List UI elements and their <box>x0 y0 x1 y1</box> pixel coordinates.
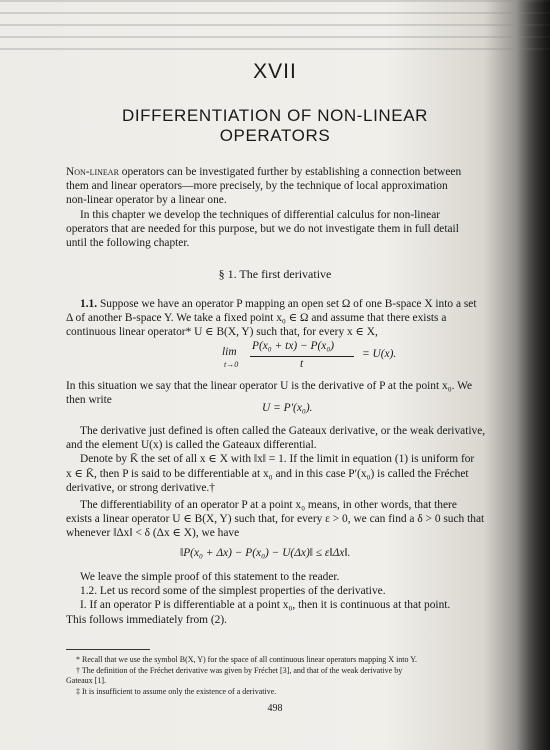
footnote-rule <box>66 649 150 650</box>
footnote-2: † The definition of the Fréchet derivative was given by Fréchet [3], and that of the weak derivative by <box>76 665 403 675</box>
paragraph-gateaux: The derivative just defined is often called the Gateaux derivative, or the weak derivative, and the element U(x) is called the Gateaux differential. Denote by K̄ the set of all x ∈ X with ‖x‖ = 1. If the limit in equation (1) is uniform for x ∈ K̄, then P is said to be differentiable at x₀ and in this case P′(x₀) is called the Fréchet derivative, or strong derivative.† <box>66 425 486 494</box>
footnote-2-cont: Gateaux [1]. <box>66 676 106 685</box>
page-number: 498 <box>267 703 283 714</box>
paragraph-1-1: 1.1. Suppose we have an operator P mapping an open set Ω of one B-space X into a set Δ of another B-space Y. We take a fixed point x₀ ∈ Ω and assume that there exists a continuous linear operator* U ∈ B(X, Y) such that, for every x ∈ X, <box>66 298 477 339</box>
paragraph-properties: We leave the simple proof of this statement to the reader. 1.2. Let us record some of the simplest properties of the derivative. I. If an operator P is differentiable at a point x₀, then it is continuous at that point. This follows immediately from (2). <box>66 571 451 626</box>
equation-derivative: U = P′(x₀). <box>262 402 313 414</box>
equation-norm: ‖P(x₀ + Δx) − P(x₀) − U(Δx)‖ ≤ ε‖Δx‖. <box>180 547 351 559</box>
fraction-bar <box>250 356 354 357</box>
chapter-number: XVII <box>253 60 297 83</box>
intro-line: until the following chapter. <box>66 237 190 250</box>
chapter-title-line-1: DIFFERENTIATION OF NON-LINEAR <box>121 106 429 125</box>
para-number: 1.1. <box>80 298 98 310</box>
bleed-through-text <box>0 0 550 60</box>
chapter-title <box>0 106 550 146</box>
intro-line: non-linear operator by a linear one. <box>66 194 227 207</box>
intro-line: In this chapter we develop the techniques of differential calculus for non-linear <box>80 208 441 221</box>
intro-line: Non-linear operators can be investigated further by establishing a connection between <box>66 166 462 178</box>
footnotes <box>66 655 522 697</box>
book-gutter-shadow <box>516 0 550 750</box>
footnote-1: * Recall that we use the symbol B(X, Y) for the space of all continuous linear operators mapping X into Y. <box>76 655 417 664</box>
intro-line: them and linear operators—more precisely, by the technique of local approximation <box>66 180 448 193</box>
intro-lead: Non-linear <box>66 166 119 178</box>
chapter-title-line-2: OPERATORS <box>219 126 331 145</box>
section-heading: § 1. The first derivative <box>218 267 332 281</box>
paragraph-differentiability: The differentiability of an operator P at a point x₀ means, in other words, that there exists a linear operator U ∈ B(X, Y) such that, for every ε > 0, we can find a δ > 0 such that whenever ‖Δx‖ < δ (Δx ∈ X), we have <box>66 499 485 540</box>
footnote-3: ‡ It is insufficient to assume only the existence of a derivative. <box>76 686 277 696</box>
paragraph-1-1-cont: In this situation we say that the linear operator U is the derivative of P at the point x₀. We then write <box>66 380 473 407</box>
intro-paragraph <box>66 165 522 250</box>
intro-line: operators that are needed for this purpose, but we do not investigate them in full detail <box>66 222 459 235</box>
